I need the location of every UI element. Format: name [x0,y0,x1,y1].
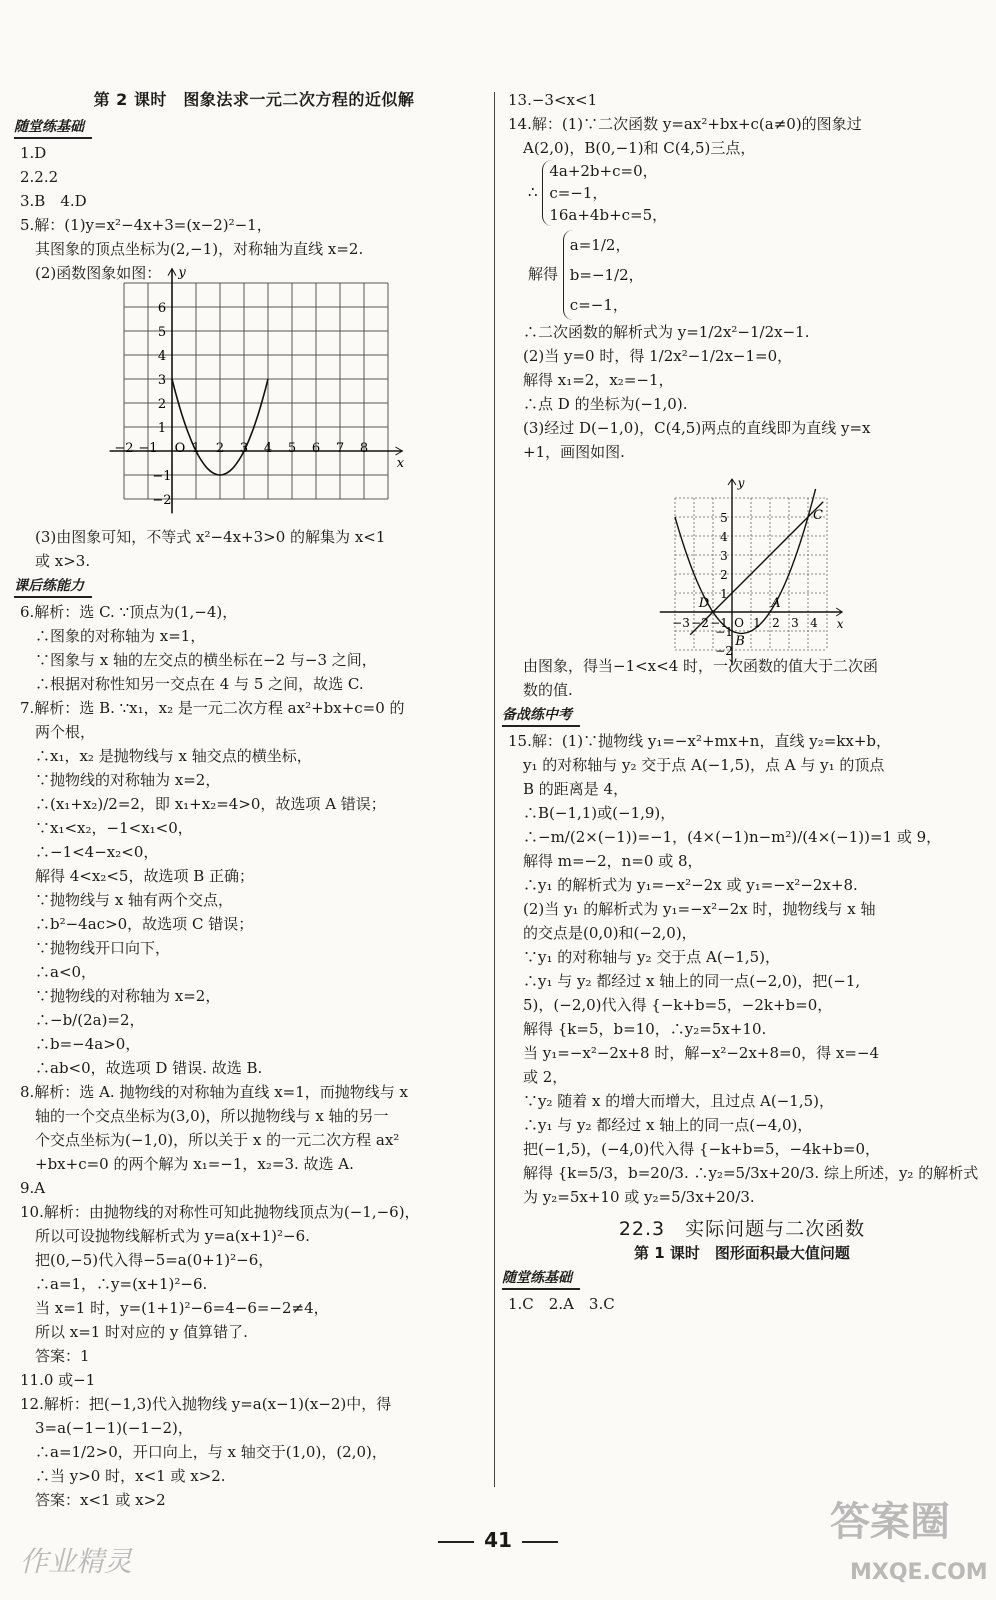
column-divider [494,92,495,1487]
answer-block [20,525,488,573]
text-line: ∴y₁ 的解析式为 y₁=−x²−2x 或 y₁=−x²−2x+8. [508,876,858,894]
text-line: y₁ 的对称轴与 y₂ 交于点 A(−1,5)，点 A 与 y₁ 的顶点 [508,756,885,774]
y-tick-label: 5 [157,325,167,340]
text-line: B 的距离是 4， [508,780,629,798]
left-column [14,88,488,1512]
text-line: 答案：x<1 或 x>2 [20,1491,166,1509]
brace-system [542,160,667,226]
x-tick-label: 2 [772,616,780,630]
line-y-equals-x-plus-1 [690,502,823,635]
x-tick-label: 1 [753,616,761,630]
text-line: 数的值. [508,681,573,699]
answer-block [20,600,488,1512]
equation-line: c=−1， [569,296,628,314]
y-tick-label: 4 [720,530,728,544]
text-line: +bx+c=0 的两个解为 x₁=−1，x₂=3. 故选 A. [20,1155,354,1173]
x-tick-label: O [174,441,186,456]
y-tick-label: 2 [157,397,167,412]
y-tick-label: 2 [720,568,728,582]
parabola-line-graph-2 [650,464,850,658]
x-tick-label: −3 [672,616,690,630]
text-line: 为 y₂=5x+10 或 y₂=5/3x+20/3. [508,1188,755,1206]
x-tick-label: −2 [691,616,709,630]
x-tick-label: 8 [359,441,369,456]
text-line: 解得 x₁=2，x₂=−1， [508,371,674,389]
text-line: A(2,0)，B(0,−1)和 C(4,5)三点， [508,139,756,157]
text-line: 当 y₁=−x²−2x+8 时，解−x²−2x+8=0，得 x=−4 [508,1044,880,1062]
page-number: 41 [0,1528,996,1552]
equation-system: ∴ 4a+2b+c=0， c=−1， 16a+4b+c=5， [528,162,668,224]
text-line: ∴(x₁+x₂)/2=2，即 x₁+x₂=4>0，故选项 A 错误； [20,795,386,813]
text-line: ∴根据对称性知另一交点在 4 与 5 之间，故选 C. [20,675,364,693]
text-line: ∴−b/(2a)=2， [20,1011,145,1029]
y-axis-label: y [178,265,186,281]
chapter-title: 22.3 实际问题与二次函数 [618,1218,866,1240]
x-axis-label: x [836,617,844,631]
text-line: 或 2， [508,1068,568,1086]
text-line: (2)当 y=0 时，得 1/2x²−1/2x−1=0， [508,347,793,365]
section-heading: 随堂练基础 [502,1268,580,1290]
text-line: ∴x₁，x₂ 是抛物线与 x 轴交点的横坐标， [20,747,312,765]
x-tick-label: −2 [114,441,134,456]
equation-line: 16a+4b+c=5， [549,206,668,224]
text-line: ∴b²−4ac>0，故选项 C 错误； [20,915,254,933]
text-line: (3)经过 D(−1,0)，C(4,5)两点的直线即为直线 y=x [508,419,871,437]
point-label-d: D [698,596,710,611]
text-line: 解得 {k=5/3，b=20/3. ∴y₂=5/3x+20/3. 综上所述，y₂ 的解析式 [508,1164,979,1182]
y-axis-label: y [737,476,745,490]
answer-block [508,320,976,464]
text-line: ∴b=−4a>0， [20,1035,141,1053]
text-line: 把(0,−5)代入得−5=a(0+1)²−6， [20,1251,274,1269]
text-line: (2)函数图象如图： [20,264,162,282]
text-line: 两个根， [20,723,96,741]
equation-line: 4a+2b+c=0， [549,162,658,180]
y-tick-label: −2 [152,493,172,508]
text-line: 轴的一个交点坐标为(3,0)，所以抛物线与 x 轴的另一 [20,1107,389,1125]
text-line: ∴−m/(2×(−1))=−1，(4×(−1)n−m²)/(4×(−1))=1 或 9， [508,828,942,846]
text-line: ∴−1<4−x₂<0， [20,843,159,861]
y-tick-label: 5 [720,511,728,525]
x-tick-label: 3 [239,441,249,456]
text-line: ∴点 D 的坐标为(−1,0). [508,395,688,413]
x-tick-label: O [734,616,744,630]
text-line: 把(−1,5)，(−4,0)代入得 {−k+b=5，−4k+b=0， [508,1140,880,1158]
answer-block [508,88,976,160]
text-line: 其图象的顶点坐标为(2,−1)，对称轴为直线 x=2. [20,240,364,258]
text-line: 9.A [20,1179,46,1197]
x-tick-label: 7 [335,441,345,456]
text-line: ∵抛物线与 x 轴有两个交点， [20,891,233,909]
text-line: ∵图象与 x 轴的左交点的横坐标在−2 与−3 之间， [20,651,377,669]
text-line: ∴y₁ 与 y₂ 都经过 x 轴上的同一点(−4,0)， [508,1116,813,1134]
right-column [502,88,979,1316]
point-label-c: C [813,508,823,523]
text-line: 由图象，得当−1<x<4 时，一次函数的值大于二次函 [508,657,879,675]
text-line: ∵抛物线的对称轴为 x=2， [20,987,221,1005]
text-line: 5.解：(1)y=x²−4x+3=(x−2)²−1， [20,216,272,234]
text-line: 解得 m=−2，n=0 或 8， [508,852,703,870]
text-line: ∴二次函数的解析式为 y=1/2x²−1/2x−1. [508,323,810,341]
y-tick-label: −2 [715,644,733,658]
y-tick-label: 6 [157,301,167,316]
text-line: 所以 x=1 时对应的 y 值算错了. [20,1323,248,1341]
section-heading: 随堂练基础 [14,117,92,139]
equation-line: c=−1， [549,184,608,202]
lesson-subtitle: 第 1 课时 图形面积最大值问题 [634,1244,850,1262]
y-tick-label: 3 [157,373,167,388]
equation-line: b=−1/2， [569,266,644,284]
watermark-url: MXQE.COM [850,1560,988,1585]
point-label-b: B [735,634,745,649]
text-line: 12.解析：把(−1,3)代入抛物线 y=a(x−1)(x−2)中，得 [20,1395,392,1413]
text-line: ∵抛物线开口向下， [20,939,171,957]
section-heading: 课后练能力 [14,576,92,598]
text-line: ∴a=1，∴y=(x+1)²−6. [20,1275,208,1293]
text-line: 6.解析：选 C. ∵顶点为(1,−4)， [20,603,238,621]
y-tick-label: 4 [157,349,167,364]
dash-left [438,1541,474,1543]
y-tick-label: −1 [715,625,733,639]
text-line: 11.0 或−1 [20,1371,96,1389]
text-line: 15.解：(1)∵抛物线 y₁=−x²+mx+n，直线 y₂=kx+b， [508,732,891,750]
text-line: 所以可设抛物线解析式为 y=a(x+1)²−6. [20,1227,310,1245]
text-line: ∴图象的对称轴为 x=1， [20,627,206,645]
watermark-logo: 答案圈 [830,1499,950,1545]
text-line: ∴a=1/2>0，开口向上，与 x 轴交于(1,0)，(2,0)， [20,1443,387,1461]
text-line: 14.解：(1)∵二次函数 y=ax²+bx+c(a≠0)的图象过 [508,115,862,133]
text-line: 3.B 4.D [20,192,87,210]
parabola-graph-1 [100,265,405,525]
brace-system [563,230,644,320]
answer-block [508,654,976,702]
x-tick-label: −1 [710,616,728,630]
text-line: 13.−3<x<1 [508,91,598,109]
dash-right [522,1541,558,1543]
text-line: 7.解析：选 B. ∵x₁，x₂ 是一元二次方程 ax²+bx+c=0 的 [20,699,405,717]
watermark-text: 作业精灵 [20,1545,133,1578]
y-tick-label: 3 [720,549,728,563]
text-line: 2.2.2 [20,168,59,186]
text-line: ∴当 y>0 时，x<1 或 x>2. [20,1467,226,1485]
equation-line: a=1/2， [569,236,631,254]
text-line: 的交点是(0,0)和(−2,0)， [508,924,697,942]
x-axis-label: x [396,456,405,471]
text-line: ∵y₁ 的对称轴与 y₂ 交于点 A(−1,5)， [508,948,781,966]
text-line: ∴y₁ 与 y₂ 都经过 x 轴上的同一点(−2,0)，把(−1, [508,972,861,990]
x-tick-label: 4 [263,441,273,456]
lesson-title: 第 2 课时 图象法求一元二次方程的近似解 [93,90,415,109]
answer-block [508,729,979,1209]
answer-block [20,141,488,285]
x-tick-label: 1 [191,441,201,456]
section-heading: 备战练中考 [502,705,580,727]
text-line: +1，画图如图. [508,443,625,461]
text-line: 5)，(−2,0)代入得 {−k+b=5，−2k+b=0， [508,996,833,1014]
point-label-a: A [771,596,781,611]
text-line: ∴a<0， [20,963,97,981]
text-line: 个交点坐标为(−1,0)，所以关于 x 的一元二次方程 ax² [20,1131,400,1149]
x-tick-label: −1 [138,441,158,456]
text-line: ∵y₂ 随着 x 的增大而增大，且过点 A(−1,5)， [508,1092,834,1110]
x-tick-label: 6 [311,441,321,456]
text-line: ∴B(−1,1)或(−1,9)， [508,804,676,822]
text-line: (2)当 y₁ 的解析式为 y₁=−x²−2x 时，抛物线与 x 轴 [508,900,876,918]
text-line: 答案：1 [20,1347,90,1365]
y-tick-label: −1 [152,469,172,484]
text-line: 3=a(−1−1)(−1−2)， [20,1419,193,1437]
text-line: 解得 {k=5，b=10，∴y₂=5x+10. [508,1020,767,1038]
equation-system: 解得 a=1/2， b=−1/2， c=−1， [508,230,976,320]
text-line: 1.D [20,144,47,162]
y-tick-label: 1 [720,587,728,601]
x-tick-label: 2 [215,441,225,456]
text-line: 解得 4<x₂<5，故选项 B 正确； [20,867,255,885]
text-line: ∵抛物线的对称轴为 x=2， [20,771,221,789]
text-line: (3)由图象可知，不等式 x²−4x+3>0 的解集为 x<1 [20,528,386,546]
x-tick-label: 5 [287,441,297,456]
text-line: 8.解析：选 A. 抛物线的对称轴为直线 x=1，而抛物线与 x [20,1083,409,1101]
y-tick-label: 1 [157,421,167,436]
text-line: 10.解析：由抛物线的对称性可知此抛物线顶点为(−1,−6)， [20,1203,420,1221]
x-tick-label: 3 [791,616,799,630]
x-tick-label: 4 [810,616,818,630]
text-line: 或 x>3. [20,552,91,570]
text-line: ∴ab<0，故选项 D 错误. 故选 B. [20,1059,263,1077]
text-line: 当 x=1 时，y=(1+1)²−6=4−6=−2≠4， [20,1299,329,1317]
answer-line: 1.C 2.A 3.C [508,1295,615,1313]
text-line: ∵x₁<x₂，−1<x₁<0， [20,819,193,837]
